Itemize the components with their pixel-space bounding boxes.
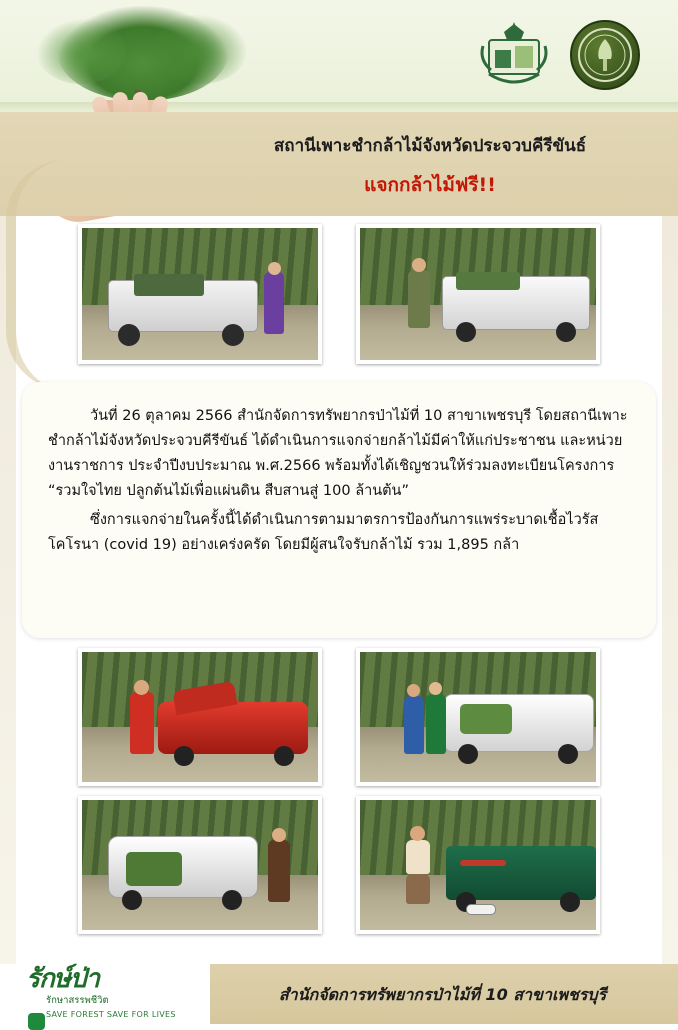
right-edge-strip [662,216,678,964]
body-text-panel [22,382,656,638]
page-subtitle: แจกกล้าไม้ฟรี!! [364,174,496,196]
photo-white-suv-two-people [356,648,600,786]
photo-pickup-truck-purple-shirt-man [78,224,322,364]
title-banner [0,112,678,216]
body-paragraph-1: วันที่ 26 ตุลาคม 2566 สำนักจัดการทรัพยากรป่าไม้ที่ 10 สาขาเพชรบุรี โดยสถานีเพาะชำกล้าไม้จังหวัดประจวบคีรีขันธ์ ได้ดำเนินการแจกจ่ายกล้าไม้มีค่าให้แก่ประชาชน และหน่วยงานราชการ ประจำปีงบประมาณ พ.ศ.2566 พร้อมทั้งได้เชิญชวนให้ร่วมลงทะเบียนโครงการ “รวมใจไทย ปลูกต้นไม้เพื่อแผ่นดิน สืบสานสู่ 100 ล้านต้น” [48,408,628,499]
photo-red-car-man-red-shirt [78,648,322,786]
decorative-swirl [6,160,76,390]
photo-pickup-truck-officer [356,224,600,364]
body-paragraph-2: ซึ่งการแจกจ่ายในครั้งนี้ได้ดำเนินการตามมาตรการป้องกันการแพร่ระบาดเชื้อไวรัสโคโรนา (covid 19) อย่างเคร่งครัด โดยมีผู้สนใจรับกล้าไม้ รวม 1,895 กล้า [48,511,599,553]
page-title: สถานีเพาะชำกล้าไม้จังหวัดประจวบคีรีขันธ์ [273,136,587,156]
save-forest-logo [26,966,206,1018]
photo-white-van-man-uniform [78,796,322,934]
photo-green-pickup-woman [356,796,600,934]
forest-department-seal-icon [570,20,640,90]
garuda-emblem-icon [477,20,551,94]
brand-main-text: รักษ์ป่า [26,964,99,994]
brand-sub-text: รักษาสรรพชีวิต [46,995,109,1006]
brand-english-text: SAVE FOREST SAVE FOR LIVES [46,1010,176,1019]
footer-office-name: สำนักจัดการทรัพยากรป่าไม้ที่ 10 สาขาเพชรบุรี [278,985,607,1004]
leaf-badge-icon [28,1013,45,1030]
